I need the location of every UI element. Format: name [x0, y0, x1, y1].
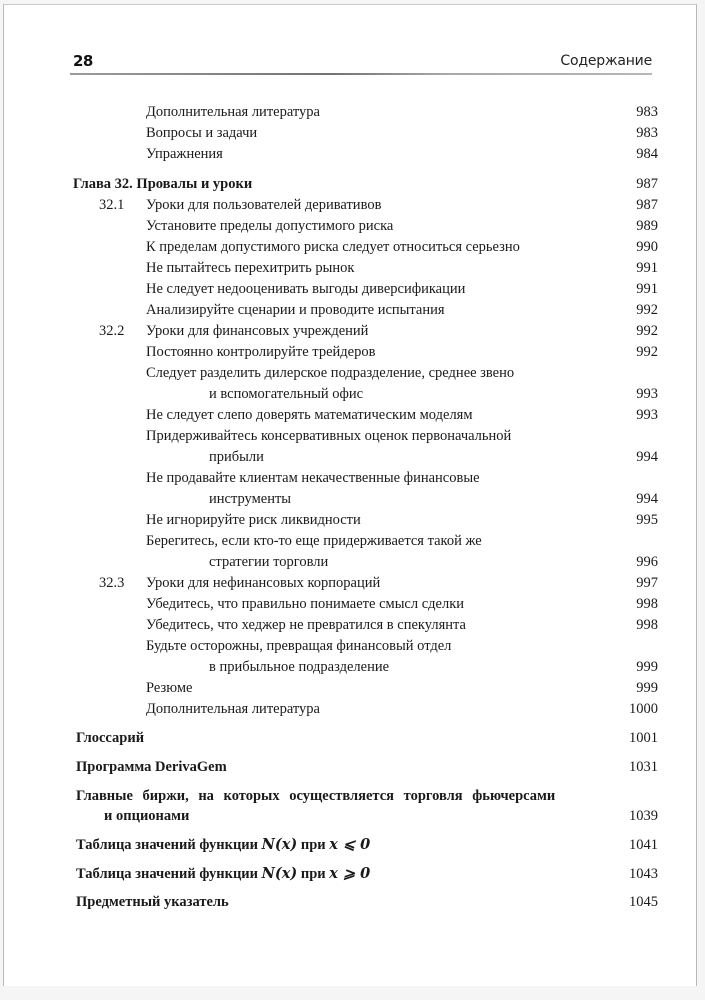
section-number: 32.3: [99, 575, 125, 591]
table-of-contents: [4, 5, 696, 986]
subsection-page: 993: [636, 386, 658, 402]
backmatter-page: 1031: [629, 759, 658, 775]
chapter-title: Глава 32. Провалы и уроки: [73, 176, 253, 192]
backmatter-title: Программа DerivaGem: [76, 759, 227, 775]
section-page: 997: [636, 575, 658, 591]
subsection-title: Берегитесь, если кто-то еще придерживается такой же: [146, 533, 482, 549]
book-page: [3, 4, 697, 986]
backmatter-page: 1001: [629, 730, 658, 746]
subsection-title: Не пытайтесь перехитрить рынок: [146, 260, 355, 276]
backmatter-title-continued: и опционами: [104, 808, 190, 824]
subsection-title: Не продавайте клиентам некачественные финансовые: [146, 470, 480, 486]
backmatter-page: 1039: [629, 808, 658, 824]
backmatter-title: [76, 835, 370, 855]
subsection-title-continued: прибыли: [209, 449, 264, 465]
section-number: 32.2: [99, 323, 125, 339]
subsection-title-continued: стратегии торговли: [209, 554, 329, 570]
title-text: при: [297, 837, 330, 853]
subsection-title: Дополнительная литература: [146, 701, 320, 717]
subsection-page: 998: [636, 596, 658, 612]
section-page: 992: [636, 323, 658, 339]
section-title: Уроки для нефинансовых корпораций: [146, 575, 381, 591]
subsection-title-continued: инструменты: [209, 491, 292, 507]
subsection-page: 994: [636, 491, 658, 507]
subsection-page: 999: [636, 659, 658, 675]
backmatter-title: Глоссарий: [76, 730, 145, 746]
toc-entry-page: 983: [636, 125, 658, 141]
subsection-title: Придерживайтесь консервативных оценок первоначальной: [146, 428, 512, 444]
subsection-page: 995: [636, 512, 658, 528]
subsection-title: Убедитесь, что правильно понимаете смысл сделки: [146, 596, 465, 612]
subsection-page: 998: [636, 617, 658, 633]
math-expression: x ⩽ 0: [329, 836, 371, 853]
backmatter-page: 1045: [629, 894, 658, 910]
subsection-title: К пределам допустимого риска следует относиться серьезно: [146, 239, 520, 255]
subsection-page: 992: [636, 344, 658, 360]
subsection-title: Следует разделить дилерское подразделение, среднее звено: [146, 365, 515, 381]
subsection-page: 991: [636, 260, 658, 276]
subsection-page: 990: [636, 239, 658, 255]
title-text: Таблица значений функции: [76, 866, 262, 882]
subsection-title: Будьте осторожны, превращая финансовый отдел: [146, 638, 452, 654]
subsection-page: 994: [636, 449, 658, 465]
subsection-title: Резюме: [146, 680, 193, 696]
backmatter-page: 1043: [629, 866, 658, 882]
backmatter-title: Предметный указатель: [76, 894, 229, 910]
title-text: Таблица значений функции: [76, 837, 262, 853]
subsection-title: Не следует слепо доверять математическим моделям: [146, 407, 473, 423]
math-expression: N(x): [261, 836, 298, 853]
subsection-page: 992: [636, 302, 658, 318]
subsection-page: 991: [636, 281, 658, 297]
title-text: при: [297, 866, 330, 882]
page-number: 28: [73, 52, 93, 70]
section-title: Уроки для финансовых учреждений: [146, 323, 369, 339]
subsection-title-continued: в прибыльное подразделение: [209, 659, 390, 675]
section-title: Содержание: [560, 53, 652, 69]
subsection-page: 1000: [629, 701, 658, 717]
section-page: 987: [636, 197, 658, 213]
chapter-page: 987: [636, 176, 658, 192]
subsection-title: Постоянно контролируйте трейдеров: [146, 344, 376, 360]
backmatter-title: Главные биржи, на которых осуществляется торговля фьючерсами: [76, 788, 556, 804]
subsection-title: Не следует недооценивать выгоды диверсификации: [146, 281, 466, 297]
math-expression: N(x): [261, 865, 298, 882]
backmatter-title: [76, 864, 370, 884]
subsection-title: Убедитесь, что хеджер не превратился в спекулянта: [146, 617, 466, 633]
toc-entry-title: Вопросы и задачи: [146, 125, 258, 141]
subsection-page: 989: [636, 218, 658, 234]
toc-entry-page: 984: [636, 146, 658, 162]
toc-entry-title: Дополнительная литература: [146, 104, 320, 120]
subsection-page: 999: [636, 680, 658, 696]
backmatter-page: 1041: [629, 837, 658, 853]
subsection-title: Установите пределы допустимого риска: [146, 218, 394, 234]
section-number: 32.1: [99, 197, 125, 213]
math-expression: x ⩾ 0: [329, 865, 371, 882]
toc-entry-title: Упражнения: [146, 146, 223, 162]
subsection-title: Анализируйте сценарии и проводите испытания: [146, 302, 445, 318]
section-title: Уроки для пользователей деривативов: [146, 197, 382, 213]
subsection-page: 996: [636, 554, 658, 570]
toc-entry-page: 983: [636, 104, 658, 120]
subsection-title-continued: и вспомогательный офис: [209, 386, 364, 402]
subsection-page: 993: [636, 407, 658, 423]
subsection-title: Не игнорируйте риск ликвидности: [146, 512, 361, 528]
